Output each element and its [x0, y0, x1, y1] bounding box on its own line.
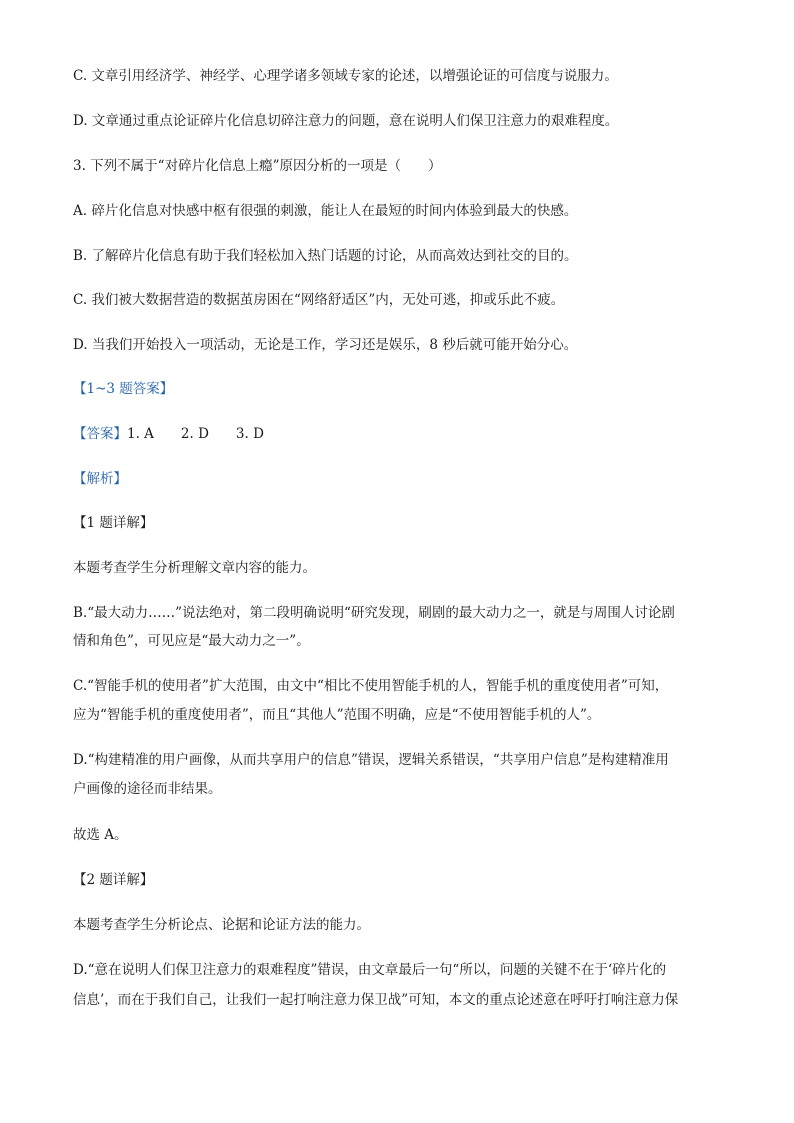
q1-b-line2: 情和角色”，可见应是“最大动力之一”。 [73, 633, 310, 649]
q3-option-c: C. 我们被大数据营造的数据茧房困在“网络舒适区”内，无处可逃，抑或乐此不疲。 [73, 292, 565, 308]
q2-detail-heading: 【2 题详解】 [73, 872, 154, 888]
q2-intro: 本题考查学生分析论点、论据和论证方法的能力。 [73, 917, 370, 933]
answers-text: 1. A 2. D 3. D [127, 426, 264, 442]
q1-c-line1: C.“智能手机的使用者”扩大范围，由文中“相比不使用智能手机的人，智能手机的重度使用者”可知， [73, 678, 669, 694]
q1-conclusion: 故选 A。 [73, 827, 128, 843]
q1-c-line2: 应为“智能手机的重度使用者”，而且“其他人”范围不明确，应是“不使用智能手机的人”。 [73, 707, 601, 723]
q1-b-line1: B.“最大动力……”说法绝对，第二段明确说明“研究发现，刷剧的最大动力之一，就是与周围人讨论剧 [73, 605, 675, 621]
answers-line [73, 424, 733, 444]
q2-option-c: C. 文章引用经济学、神经学、心理学诸多领域专家的论述，以增强论证的可信度与说服力。 [73, 68, 618, 84]
analysis-heading: 【解析】 [73, 471, 127, 487]
q1-d-line2: 户画像的途径而非结果。 [73, 781, 222, 797]
answers-heading: 【1~3 题答案】 [73, 381, 174, 397]
q1-detail-heading: 【1 题详解】 [73, 515, 154, 531]
q2-option-d: D. 文章通过重点论证碎片化信息切碎注意力的问题，意在说明人们保卫注意力的艰难程度。 [73, 113, 619, 129]
q1-intro: 本题考查学生分析理解文章内容的能力。 [73, 560, 316, 576]
q3-stem: 3. 下列不属于“对碎片化信息上瘾”原因分析的一项是（ ） [73, 158, 442, 174]
answers-label: 【答案】 [73, 426, 127, 442]
q1-d-line1: D.“构建精准的用户画像，从而共享用户的信息”错误，逻辑关系错误，“共享用户信息”是构建精准用 [73, 752, 669, 768]
q3-option-b: B. 了解碎片化信息有助于我们轻松加入热门话题的讨论，从而高效达到社交的目的。 [73, 248, 578, 264]
q2-d-line1: D.“意在说明人们保卫注意力的艰难程度”错误，由文章最后一句“所以，问题的关键不在于‘碎片化的 [73, 962, 667, 978]
q3-option-d: D. 当我们开始投入一项活动，无论是工作，学习还是娱乐，8 秒后就可能开始分心。 [73, 337, 578, 353]
q2-d-line2: 信息’，而在于我们自己，让我们一起打响注意力保卫战”可知，本文的重点论述意在呼吁打响注意力保 [73, 992, 679, 1008]
q3-option-a: A. 碎片化信息对快感中枢有很强的刺激，能让人在最短的时间内体验到最大的快感。 [73, 203, 578, 219]
